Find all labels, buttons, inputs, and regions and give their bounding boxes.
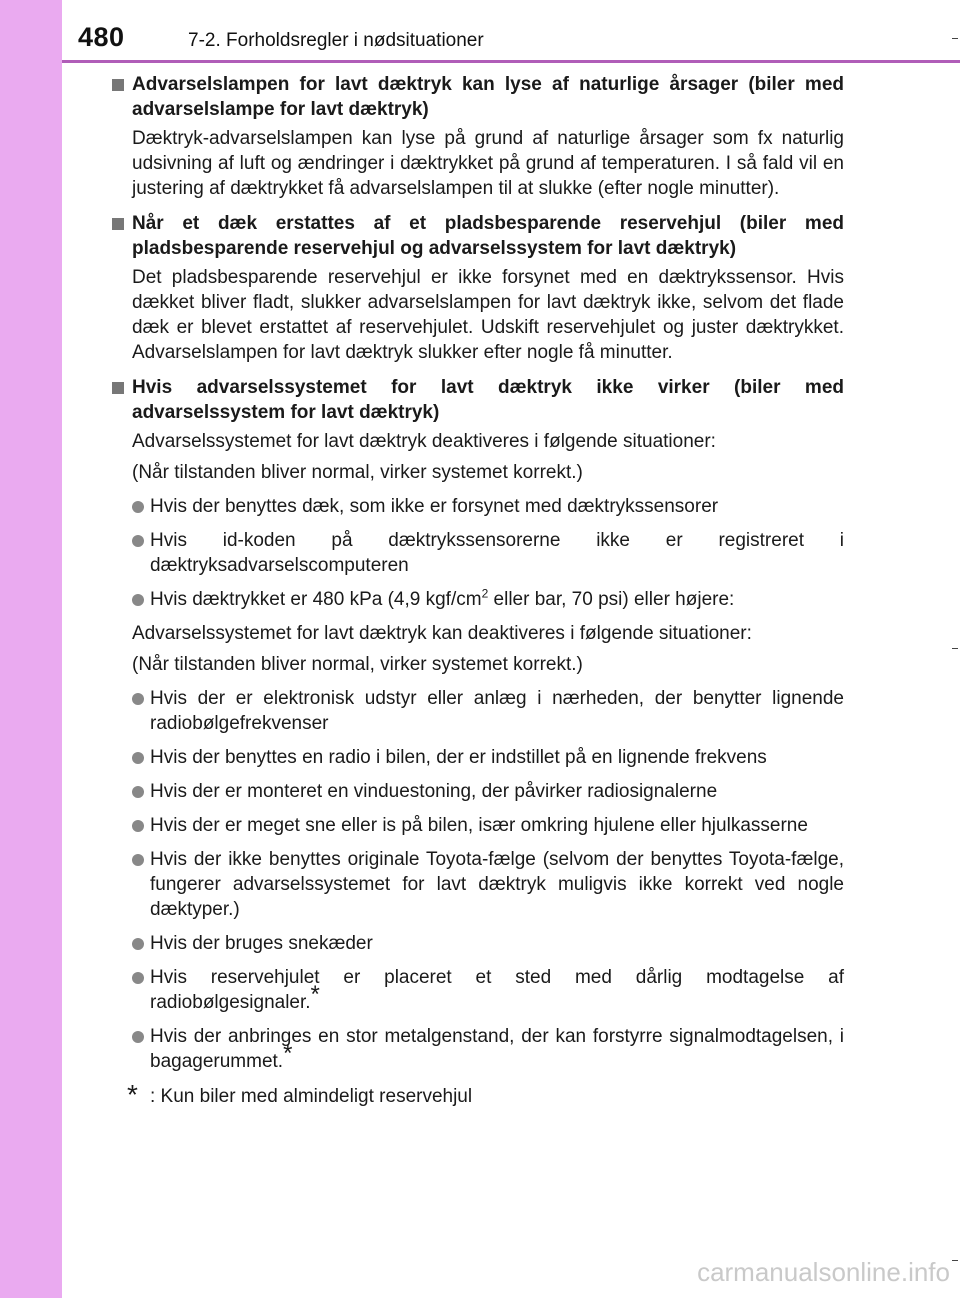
bullet-dot-icon: [132, 786, 144, 798]
sidebar-band: [0, 0, 62, 1298]
list-item: Hvis der benyttes dæk, som ikke er forsynet med dæktrykssensorer: [112, 494, 844, 519]
bullet-dot-icon: [132, 693, 144, 705]
list-item: Hvis reservehjulet er placeret et sted med dårlig modtagelse af radiobølgesignaler.*: [112, 965, 844, 1015]
bullet-dot-icon: [132, 854, 144, 866]
bullet-dot-icon: [132, 501, 144, 513]
square-bullet-icon: [112, 218, 124, 230]
paragraph-note: (Når tilstanden bliver normal, virker systemet korrekt.): [132, 654, 583, 675]
bullet-dot-icon: [132, 752, 144, 764]
list-item: Hvis der er meget sne eller is på bilen, især omkring hjulene eller hjulkasserne: [112, 813, 844, 838]
bullet-dot-icon: [132, 594, 144, 606]
footnote-ref: *: [283, 1040, 293, 1067]
list-item: Hvis der er elektronisk udstyr eller anlæg i nærheden, der benytter lignende radiobølgefrekvenser: [112, 686, 844, 736]
paragraph: Det pladsbesparende reservehjul er ikke forsynet med en dæktrykssensor. Hvis dækket bliver fladt, slukker advarselslampen for lavt dæktryk ikke, selvom det flade dæk er blevet erstattet af reservehjulet. Udskift reservehjulet og juster dæktrykket. Advarselslampen for lavt dæktryk slukker efter nogle få minutter.: [132, 267, 844, 363]
list-item: Hvis der benyttes en radio i bilen, der er indstillet på en lignende frekvens: [112, 745, 844, 770]
section-system-not-working: [112, 375, 844, 1074]
bullet-dot-icon: [132, 535, 144, 547]
crop-mark: [952, 648, 958, 649]
section-heading: Advarselslampen for lavt dæktryk kan lyse af naturlige årsager (biler med advarselslampe for lavt dæktryk): [112, 72, 844, 122]
paragraph: Dæktryk-advarselslampen kan lyse på grund af naturlige årsager som fx naturlig udsivning af luft og ændringer i dæktrykket på grund af temperaturen. I så fald vil en justering af dæktrykket få advarselslampen til at slukke (efter nogle minutter).: [132, 128, 844, 199]
crop-mark: [952, 1260, 958, 1261]
paragraph: Advarselssystemet for lavt dæktryk deaktiveres i følgende situationer:: [132, 431, 716, 452]
section-heading: Når et dæk erstattes af et pladsbesparende reservehjul (biler med pladsbesparende reservehjul og advarselssystem for lavt dæktryk): [112, 211, 844, 261]
bullet-dot-icon: [132, 1031, 144, 1043]
square-bullet-icon: [112, 382, 124, 394]
page-content: [112, 72, 844, 1109]
footnote: [112, 1079, 844, 1110]
section-low-pressure-light: [112, 72, 844, 201]
section-spare-wheel: [112, 211, 844, 365]
section-title: 7-2. Forholdsregler i nødsituationer: [188, 30, 484, 51]
section-heading: Hvis advarselssystemet for lavt dæktryk ikke virker (biler med advarselssystem for lavt dæktryk): [112, 375, 844, 425]
list-item: Hvis dæktrykket er 480 kPa (4,9 kgf/$cm^2$ eller bar, 70 psi) eller højere:: [112, 587, 844, 612]
footnote-ref: *: [310, 981, 320, 1008]
list-item: Hvis der anbringes en stor metalgenstand, der kan forstyrre signalmodtagelsen, i bagagerummet.*: [112, 1024, 844, 1074]
bullet-dot-icon: [132, 972, 144, 984]
footnote-mark: *: [127, 1079, 138, 1110]
list-item: Hvis id-koden på dæktrykssensorerne ikke er registreret i dæktryksadvarselscomputeren: [112, 528, 844, 578]
list-item: Hvis der ikke benyttes originale Toyota-fælge (selvom der benyttes Toyota-fælge, fungerer advarselssystemet for lavt dæktryk muligvis ikke korrekt ved nogle dæktyper.): [112, 847, 844, 922]
page-number: 480: [78, 22, 125, 52]
paragraph-note: (Når tilstanden bliver normal, virker systemet korrekt.): [132, 462, 583, 483]
list-item: Hvis der bruges snekæder: [112, 931, 844, 956]
footnote-text: : Kun biler med almindeligt reservehjul: [150, 1086, 473, 1107]
crop-mark: [952, 38, 958, 39]
list-item: Hvis der er monteret en vinduestoning, der påvirker radiosignalerne: [112, 779, 844, 804]
header-rule: [62, 60, 960, 63]
superscript: 2: [481, 586, 489, 601]
paragraph: Advarselssystemet for lavt dæktryk kan deaktiveres i følgende situationer:: [132, 623, 752, 644]
square-bullet-icon: [112, 79, 124, 91]
bullet-dot-icon: [132, 820, 144, 832]
bullet-dot-icon: [132, 938, 144, 950]
watermark: carmanualsonline.info: [697, 1257, 950, 1287]
